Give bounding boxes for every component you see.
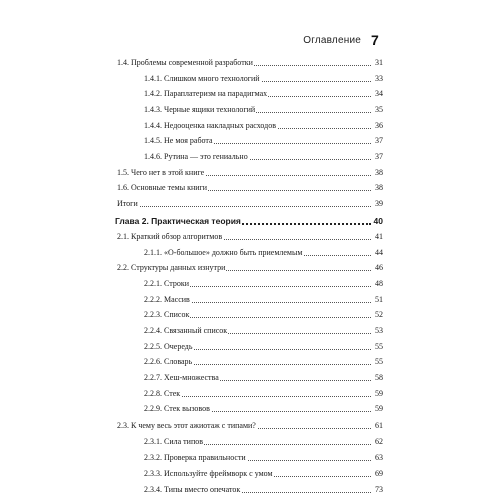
toc-row	[0, 437, 500, 450]
toc-page-number: 40	[373, 216, 383, 226]
toc-entry-title: 1.4.6. Рутина — это гениально	[144, 152, 248, 161]
toc-entry-title: 2.2. Структуры данных изнутри	[117, 263, 226, 272]
toc-row	[0, 453, 500, 466]
toc-entry-title: 2.2.2. Массив	[144, 295, 190, 304]
toc-row	[0, 469, 500, 482]
toc-entry-title: 2.2.6. Словарь	[144, 357, 193, 366]
toc-page-number: 33	[375, 74, 383, 83]
toc-page-number: 61	[375, 421, 383, 430]
toc-page-number: 39	[375, 199, 383, 208]
header-page-number: 7	[371, 32, 379, 48]
toc-chapter-row	[0, 216, 500, 229]
toc-row	[0, 485, 500, 498]
toc-entry-title: 1.4.2. Параплатеризм на парадигмах	[144, 89, 268, 98]
toc-page-number: 53	[375, 326, 383, 335]
toc-row	[0, 121, 500, 134]
toc-page-number: 59	[375, 389, 383, 398]
toc-entry-title: 2.2.4. Связанный список	[144, 326, 228, 335]
toc-row	[0, 89, 500, 102]
toc-row	[0, 404, 500, 417]
toc-row	[0, 342, 500, 355]
toc-entry-title: 2.1. Краткий обзор алгоритмов	[117, 232, 223, 241]
toc-page-number: 35	[375, 105, 383, 114]
toc-page-number: 51	[375, 295, 383, 304]
toc-row	[0, 373, 500, 386]
toc-page-number: 55	[375, 357, 383, 366]
toc-page-number: 52	[375, 310, 383, 319]
toc-row	[0, 136, 500, 149]
toc-page-number: 69	[375, 469, 383, 478]
toc-row	[0, 168, 500, 181]
toc-row	[0, 357, 500, 370]
toc-row	[0, 183, 500, 196]
toc-row	[0, 389, 500, 402]
toc-page-number: 34	[375, 89, 383, 98]
toc-entry-title: 1.4.3. Черные ящики технологий	[144, 105, 256, 114]
toc-entry-title: 2.2.3. Список	[144, 310, 190, 319]
toc-row	[0, 279, 500, 292]
toc-page-number: 63	[375, 453, 383, 462]
toc-page-number: 37	[375, 152, 383, 161]
toc-page-number: 58	[375, 373, 383, 382]
toc-page-number: 44	[375, 248, 383, 257]
toc-entry-title: 1.4.5. Не моя работа	[144, 136, 213, 145]
toc-entry-title: 2.2.1. Строки	[144, 279, 189, 288]
toc-page-number: 41	[375, 232, 383, 241]
toc-entry-title: 2.3.4. Типы вместо опечаток	[144, 485, 241, 494]
toc-row	[0, 105, 500, 118]
toc-page-number: 46	[375, 263, 383, 272]
toc-entry-title: 1.6. Основные темы книги	[117, 183, 208, 192]
toc-page-number: 31	[375, 58, 383, 67]
toc-row	[0, 326, 500, 339]
toc-entry-title: 2.2.9. Стек вызовов	[144, 404, 210, 413]
toc-entry-title: 2.2.7. Хеш-множества	[144, 373, 219, 382]
toc-page-number: 73	[375, 485, 383, 494]
toc-page-number: 38	[375, 183, 383, 192]
toc-page-number: 37	[375, 136, 383, 145]
toc-row	[0, 232, 500, 245]
toc-entry-title: 2.1.1. «О-большое» должно быть приемлемым	[144, 248, 303, 257]
header-title: Оглавление	[303, 35, 361, 46]
toc-page-number: 38	[375, 168, 383, 177]
toc-row	[0, 295, 500, 308]
toc-entry-title: 2.3.2. Проверка правильности	[144, 453, 246, 462]
toc-page-number: 36	[375, 121, 383, 130]
toc-dot-leader	[117, 206, 371, 207]
toc-page-number: 55	[375, 342, 383, 351]
toc-entry-title: 2.2.5. Очередь	[144, 342, 193, 351]
toc-row	[0, 199, 500, 212]
toc-entry-title: 2.2.8. Стек	[144, 389, 181, 398]
toc-page-number: 62	[375, 437, 383, 446]
toc-page-number: 48	[375, 279, 383, 288]
toc-row	[0, 58, 500, 71]
toc-row	[0, 421, 500, 434]
toc-row	[0, 152, 500, 165]
toc-entry-title: 2.3. К чему весь этот ажиотаж с типами?	[117, 421, 256, 430]
toc-row	[0, 263, 500, 276]
toc-page-number: 59	[375, 404, 383, 413]
toc-entry-title: 2.3.1. Сила типов	[144, 437, 203, 446]
toc-entry-title: 2.3.3. Используйте фреймворк с умом	[144, 469, 273, 478]
toc-entry-title: Итоги	[117, 199, 138, 208]
toc-entry-title: 1.4. Проблемы современной разработки	[117, 58, 253, 67]
toc-row	[0, 248, 500, 261]
toc-row	[0, 310, 500, 323]
toc-entry-title: 1.4.1. Слишком много технологий	[144, 74, 260, 83]
toc-entry-title: 1.5. Чего нет в этой книге	[117, 168, 205, 177]
toc-entry-title: 1.4.4. Недооценка накладных расходов	[144, 121, 277, 130]
toc-row	[0, 74, 500, 87]
toc-chapter-title: Глава 2. Практическая теория	[115, 216, 241, 226]
